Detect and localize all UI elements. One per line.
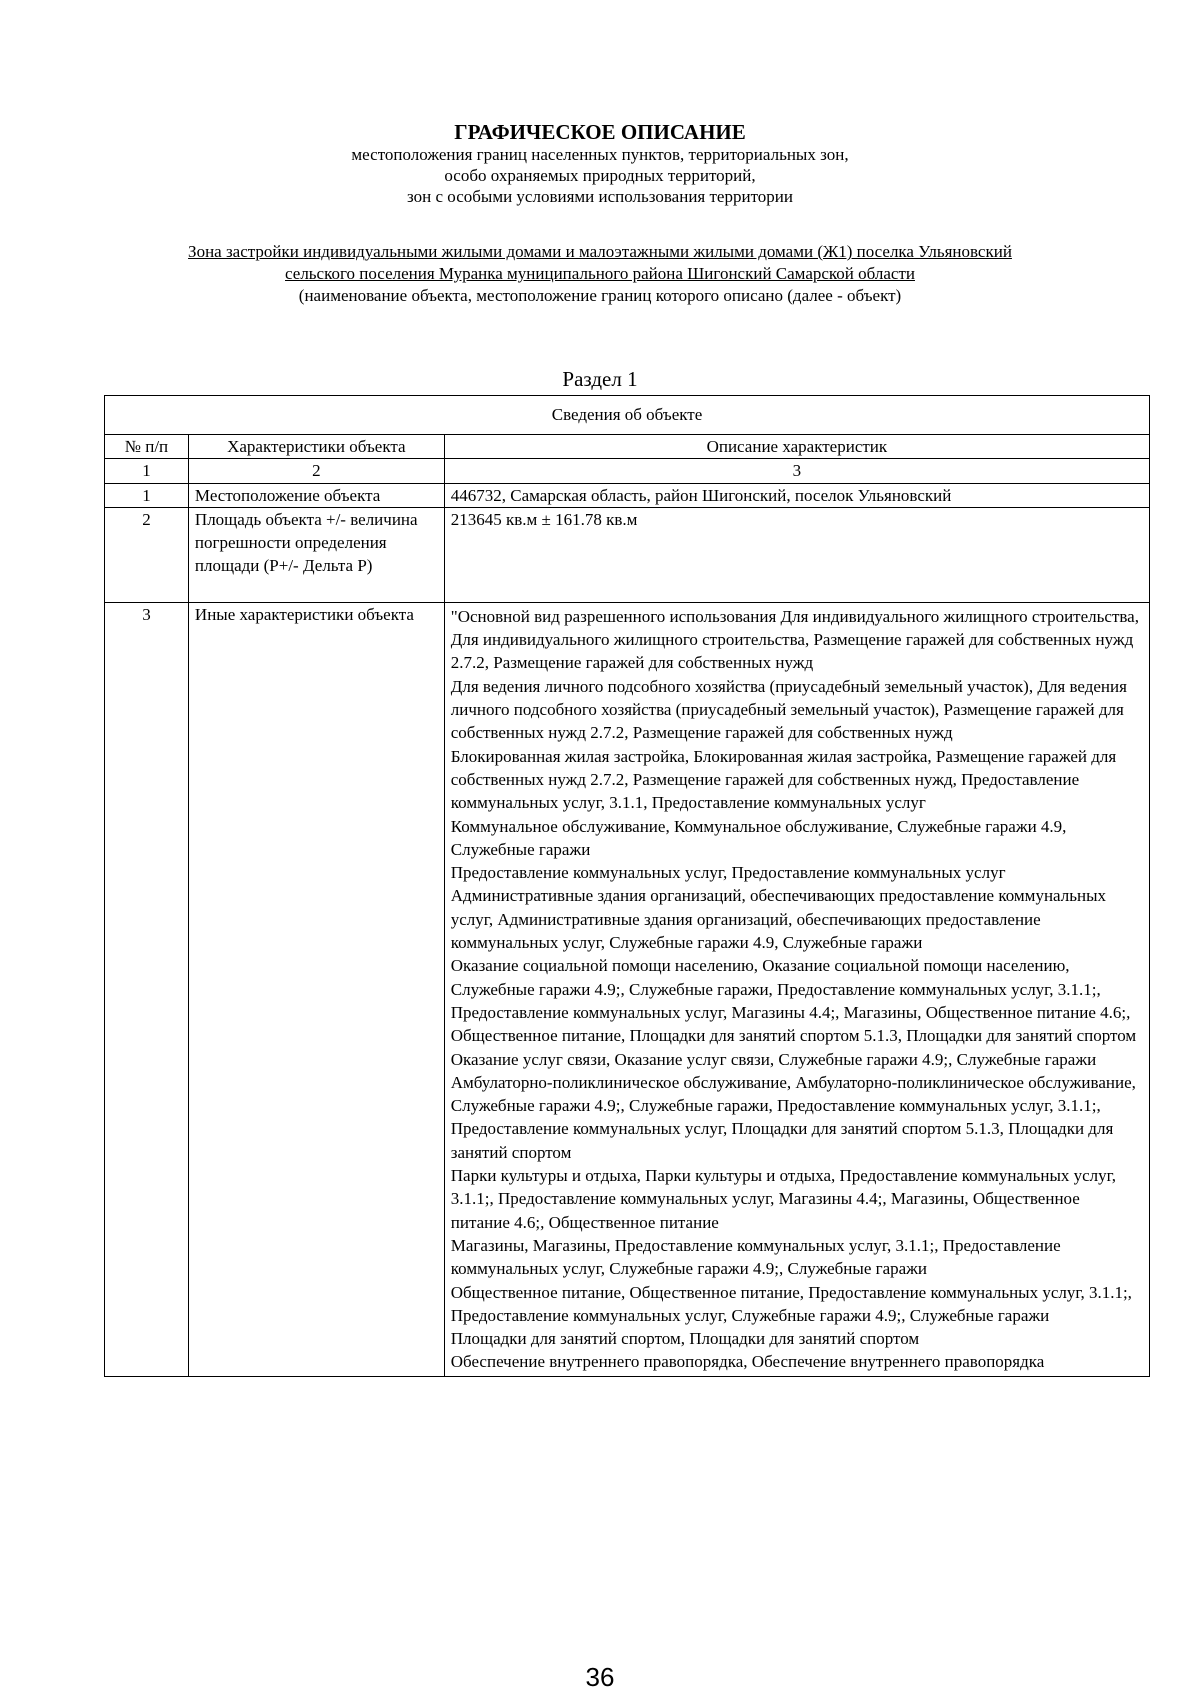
subtitle-line-3: зон с особыми условиями использования территории: [407, 187, 793, 206]
row-description: 213645 кв.м ± 161.78 кв.м: [444, 507, 1149, 602]
document-title: ГРАФИЧЕСКОЕ ОПИСАНИЕ: [454, 120, 746, 144]
table-row: [105, 602, 1150, 1376]
subtitle-line-1: местоположения границ населенных пунктов, территориальных зон,: [351, 145, 849, 164]
object-name-line-1: Зона застройки индивидуальными жилыми домами и малоэтажными жилыми домами (Ж1) поселка Ульяновский: [188, 242, 1012, 261]
table-title: Сведения об объекте: [105, 396, 1150, 435]
permitted-use-paragraph: Коммунальное обслуживание, Коммунальное обслуживание, Служебные гаражи 4.9, Служебные гаражи: [450, 816, 1067, 859]
object-name-block: [120, 241, 1080, 307]
column-header-description: Описание характеристик: [444, 435, 1149, 459]
permitted-use-paragraph: Площадки для занятий спортом, Площадки для занятий спортом: [450, 1329, 920, 1349]
object-name-caption: (наименование объекта, местоположение границ которого описано (далее - объект): [298, 286, 902, 305]
permitted-use-paragraph: Обеспечение внутреннего правопорядка, Обеспечение внутреннего правопорядка: [450, 1352, 1045, 1372]
permitted-use-paragraph: Блокированная жилая застройка, Блокированная жилая застройка, Размещение гаражей для собственных нужд 2.7.2, Размещение гаражей для собственных нужд, Предоставление коммунальных услуг, 3.1.1, Предоставление коммунальных услуг: [450, 746, 1117, 813]
table-row: [105, 507, 1150, 602]
table-row: [105, 483, 1150, 507]
permitted-use-paragraph: Амбулаторно-поликлиническое обслуживание, Амбулаторно-поликлиническое обслуживание, Служебные гаражи 4.9;, Служебные гаражи, Предоставление коммунальных услуг, 3.1.1;, Предоставление коммунальных услуг, Площадки для занятий спортом 5.1.3, Площадки для занятий спортом: [450, 1072, 1136, 1162]
permitted-use-paragraph: Оказание услуг связи, Оказание услуг связи, Служебные гаражи 4.9;, Служебные гаражи: [450, 1049, 1097, 1069]
section-title: Раздел 1: [562, 367, 638, 391]
column-number-3: 3: [444, 459, 1149, 483]
row-number: 3: [105, 602, 189, 1376]
permitted-use-paragraph: Для ведения личного подсобного хозяйства (приусадебный земельный участок), Для ведения личного подсобного хозяйства (приусадебный земельный участок), Размещение гаражей для собственных нужд 2.7.2, Размещение гаражей для собственных нужд: [450, 676, 1127, 743]
page-number: 36: [585, 1662, 615, 1692]
row-characteristic: Площадь объекта +/- величина погрешности определения площади (P+/- Дельта P): [188, 507, 444, 602]
row-characteristic: Иные характеристики объекта: [188, 602, 444, 1376]
row-description: [444, 602, 1149, 1376]
row-number: 1: [105, 483, 189, 507]
column-header-num: № п/п: [105, 435, 189, 459]
table-title-row: [105, 396, 1150, 435]
table-header-row: [105, 435, 1150, 459]
permitted-use-paragraph: Общественное питание, Общественное питание, Предоставление коммунальных услуг, 3.1.1;, Предоставление коммунальных услуг, Служебные гаражи 4.9;, Служебные гаражи: [450, 1282, 1132, 1325]
permitted-use-paragraph: Оказание социальной помощи населению, Оказание социальной помощи населению, Служебные гаражи 4.9;, Служебные гаражи, Предоставление коммунальных услуг, 3.1.1;, Предоставление коммунальных услуг, Магазины 4.4;, Магазины, Общественное питание 4.6;, Общественное питание, Площадки для занятий спортом 5.1.3, Площадки для занятий спортом: [450, 956, 1137, 1046]
object-info-table: [104, 395, 1150, 1377]
column-number-2: 2: [188, 459, 444, 483]
permitted-use-paragraph: Магазины, Магазины, Предоставление коммунальных услуг, 3.1.1;, Предоставление коммунальных услуг, Служебные гаражи 4.9;, Служебные гаражи: [450, 1235, 1061, 1279]
permitted-use-paragraph: Административные здания организаций, обеспечивающих предоставление коммунальных услуг, Административные здания организаций, обеспечивающих предоставление коммунальных услуг, Служебные гаражи 4.9, Служебные гаражи: [450, 886, 1106, 953]
row-characteristic: Местоположение объекта: [188, 483, 444, 507]
object-name-line-2: сельского поселения Муранка муниципального района Шигонский Самарской области: [285, 264, 915, 283]
permitted-use-paragraph: Предоставление коммунальных услуг, Предоставление коммунальных услуг: [450, 863, 1006, 883]
row-number: 2: [105, 507, 189, 602]
document-header: [0, 120, 1200, 207]
permitted-use-paragraph: "Основной вид разрешенного использования Для индивидуального жилищного строительства, Для индивидуального жилищного строительства, Размещение гаражей для собственных нужд 2.7.2, Размещение гаражей для собственных нужд: [450, 606, 1139, 673]
permitted-use-paragraph: Парки культуры и отдыха, Парки культуры и отдыха, Предоставление коммунальных услуг, 3.1.1;, Предоставление коммунальных услуг, Магазины 4.4;, Магазины, Общественное питание 4.6;, Общественное питание: [450, 1166, 1116, 1232]
subtitle-line-2: особо охраняемых природных территорий,: [444, 166, 756, 185]
column-number-row: [105, 459, 1150, 483]
row-description: 446732, Самарская область, район Шигонский, поселок Ульяновский: [444, 483, 1149, 507]
column-header-name: Характеристики объекта: [188, 435, 444, 459]
column-number-1: 1: [105, 459, 189, 483]
